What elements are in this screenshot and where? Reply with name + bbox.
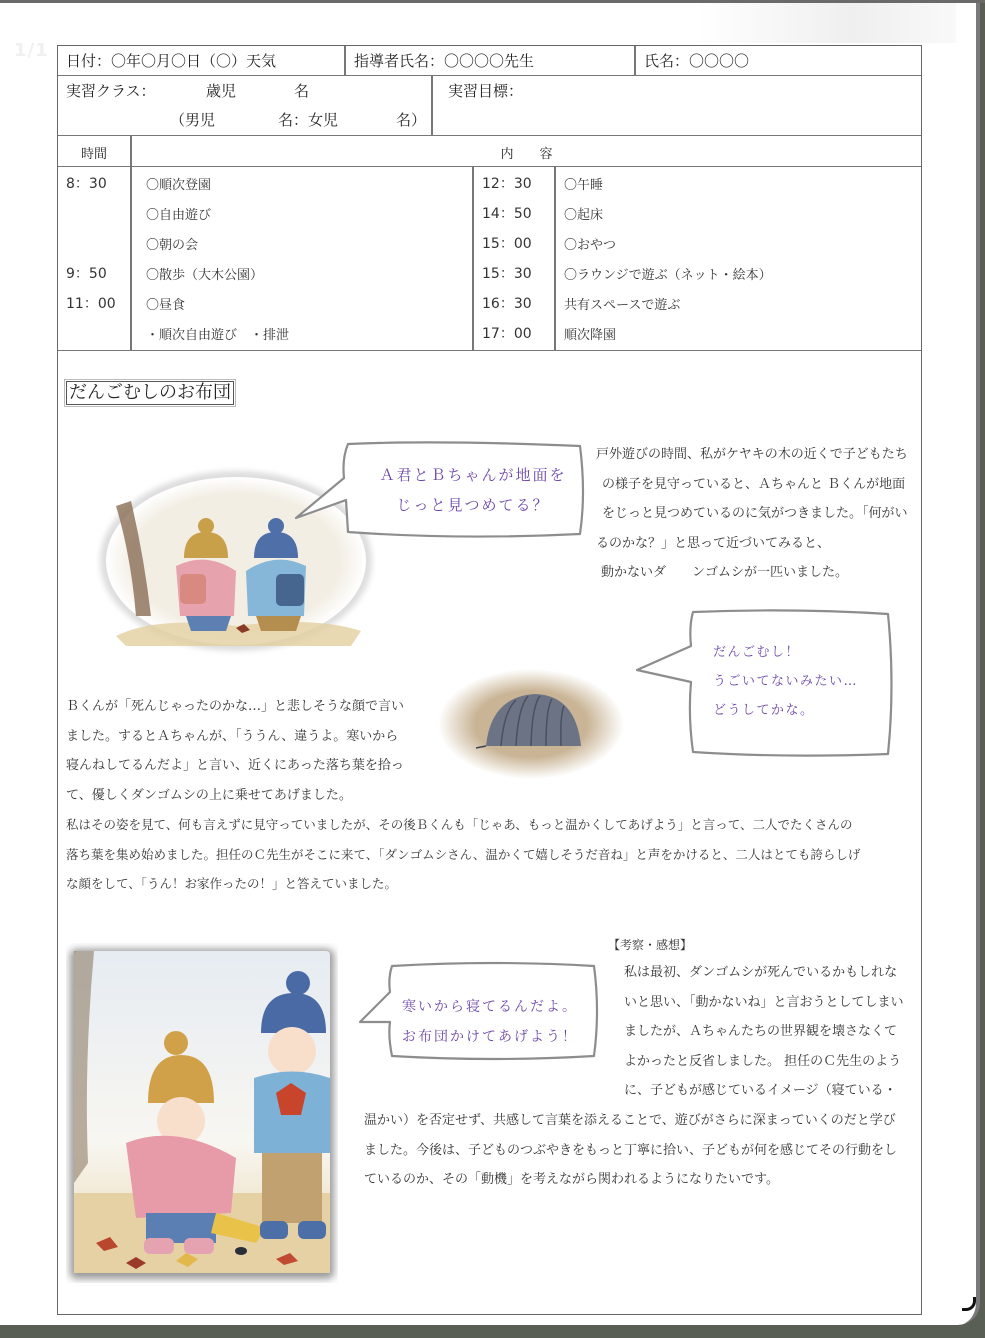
reflection-line: いと思い、「動かないね」と言おうとしてしまい (624, 994, 904, 1010)
schedule-time: 8：30 (66, 176, 107, 192)
illustration-children-with-leaves (66, 943, 338, 1283)
reflection-line: ているのか、その「動機」を考えながら関われるようになりたいです。 (364, 1172, 779, 1187)
divider (472, 167, 474, 350)
schedule-header-row (58, 136, 921, 167)
schedule-time: 15：30 (482, 266, 532, 282)
paragraph-line: 落ち葉を集め始めました。担任のＣ先生がそこに来て、「ダンゴムシさん、温かくて嬉しそうだ音ね」と声をかけると、二人はとても誇らしげ (66, 846, 861, 862)
story-paragraph-2 (66, 692, 426, 810)
bubble-3-line: 寒いから寝てるんだよ。 (402, 999, 578, 1015)
paragraph-line: て、優しくダンゴムシの上に乗せてあげました。 (66, 787, 352, 803)
reflection-line: よかったと反省しました。 担任のＣ先生のよう (624, 1053, 902, 1069)
bubble-3-text (402, 992, 578, 1052)
story-title: だんごむしのお布団 (66, 381, 234, 405)
schedule-activity: 〇おやつ (564, 238, 617, 253)
reflection-line: ましたが、Ａちゃんたちの世界観を壊さなくて (624, 1024, 898, 1039)
divider (431, 76, 433, 135)
schedule-activity: 〇昼食 (146, 298, 186, 313)
schedule-time: 11：00 (66, 296, 116, 312)
schedule-activity: 順次降園 (564, 328, 617, 343)
class-label: 実習クラス： (66, 82, 156, 100)
bubble-1-text (368, 460, 578, 520)
header-row-2 (58, 76, 921, 136)
class-age: 歳児 (206, 82, 237, 100)
bubble-2-line: うごいてないみたい… (713, 674, 859, 689)
bubble-1-line: じっと見つめてる？ (396, 496, 550, 514)
bubble-2-text (713, 638, 858, 725)
paragraph-line: るのかな？」と思って近づいてみると、 (596, 535, 831, 551)
class-breakdown-open: （男児 (170, 111, 216, 129)
paragraph-line: Ｂくんが「死んじゃったのかな…」と悲しそうな顔で言い (66, 699, 405, 714)
schedule-activity: 〇朝の会 (146, 238, 199, 253)
header-row-1 (58, 46, 921, 76)
schedule-activity: 〇順次登園 (146, 178, 212, 193)
schedule-time: 14：50 (482, 206, 532, 222)
paragraph-line: 戸外遊びの時間、私がケヤキの木の近くで子どもたち (596, 447, 908, 462)
class-count: 名 (294, 82, 310, 100)
schedule-activity: 〇ラウンジで遊ぶ（ネット・絵本） (564, 268, 772, 283)
reflection-heading: 【考察・感想】 (608, 938, 693, 952)
paragraph-line: な顔をして、「うん！お家作ったの！」と答えていました。 (66, 876, 398, 891)
schedule-activity: 〇起床 (564, 208, 604, 223)
schedule-activity: 〇午睡 (564, 178, 604, 193)
time-column-header: 時間 (80, 147, 107, 162)
schedule-body (58, 167, 921, 351)
reflection-line: に、子どもが感じているイメージ（寝ている・ (624, 1083, 897, 1098)
paragraph-line: 私はその姿を見て、何も言えずに見守っていましたが、その後Ｂくんも「じゃあ、もっと温かくしてあげよう」と言って、二人でたくさんの (66, 817, 853, 832)
illustration-pill-bug (436, 666, 626, 781)
paragraph-line: をじっと見つめているのに気がつきました。「何がい (602, 506, 908, 521)
schedule-activity: 共有スペースで遊ぶ (564, 298, 681, 313)
paragraph-line: の様子を見守っていると、Ａちゃんと Ｂくんが地面 (602, 476, 906, 492)
class-breakdown-close: 名） (396, 111, 427, 129)
reflection-line: 私は最初、ダンゴムシが死んでいるかもしれな (624, 965, 898, 980)
sheet-glare (696, 3, 956, 43)
paragraph-line: 動かないダ ンゴムシが一匹いました。 (601, 565, 849, 580)
page-curl-mark (962, 1297, 976, 1311)
schedule-time: 16：30 (482, 296, 532, 312)
date-weather-field: 日付：〇年〇月〇日（〇）天気 (66, 52, 277, 70)
reflection-line: ました。今後は、子どものつぶやきをもっと丁寧に拾い、子どもが何を感じてその行動をし (364, 1142, 898, 1158)
class-field (58, 76, 428, 135)
page-indicator: 1/1 (14, 40, 49, 61)
schedule-time: 9：50 (66, 266, 107, 282)
reflection-paragraph-wide (364, 1106, 924, 1195)
story-paragraph-3 (66, 810, 926, 899)
paragraph-line: 寝んねしてるんだよ」と言い、近くにあった落ち葉を拾っ (66, 758, 404, 773)
bubble-2-line: だんごむし！ (713, 645, 801, 660)
story-paragraph-1 (596, 440, 916, 588)
schedule-activity: ・順次自由遊び ・排泄 (146, 328, 290, 343)
class-breakdown-mid: 名：女児 (278, 111, 339, 129)
content-column-header: 内 容 (500, 147, 553, 162)
student-name-field: 氏名：〇〇〇〇 (644, 52, 750, 70)
reflection-line: 温かい）を否定せず、共感して言葉を添えることで、遊びがさらに深まっていくのだと学び (364, 1113, 896, 1128)
bubble-3-line: お布団かけてあげよう！ (402, 1029, 578, 1045)
supervisor-field: 指導者氏名：〇〇〇〇先生 (354, 52, 535, 70)
divider (130, 167, 132, 350)
schedule-activity: 〇散歩（大木公園） (146, 268, 264, 283)
goal-field: 実習目標： (448, 82, 524, 100)
bubble-2-line: どうしてかな。 (713, 703, 815, 718)
schedule-time: 12：30 (482, 176, 532, 192)
practicum-record (57, 45, 922, 1315)
schedule-time: 15：00 (482, 236, 532, 252)
bubble-1-line: Ａ君とＢちゃんが地面を (379, 466, 567, 484)
schedule-activity: 〇自由遊び (146, 208, 212, 223)
schedule-time: 17：00 (482, 326, 532, 342)
paragraph-line: ました。するとＡちゃんが、「ううん、違うよ。寒いから (66, 728, 399, 744)
reflection-paragraph-narrow (624, 958, 924, 1106)
divider (554, 167, 556, 350)
